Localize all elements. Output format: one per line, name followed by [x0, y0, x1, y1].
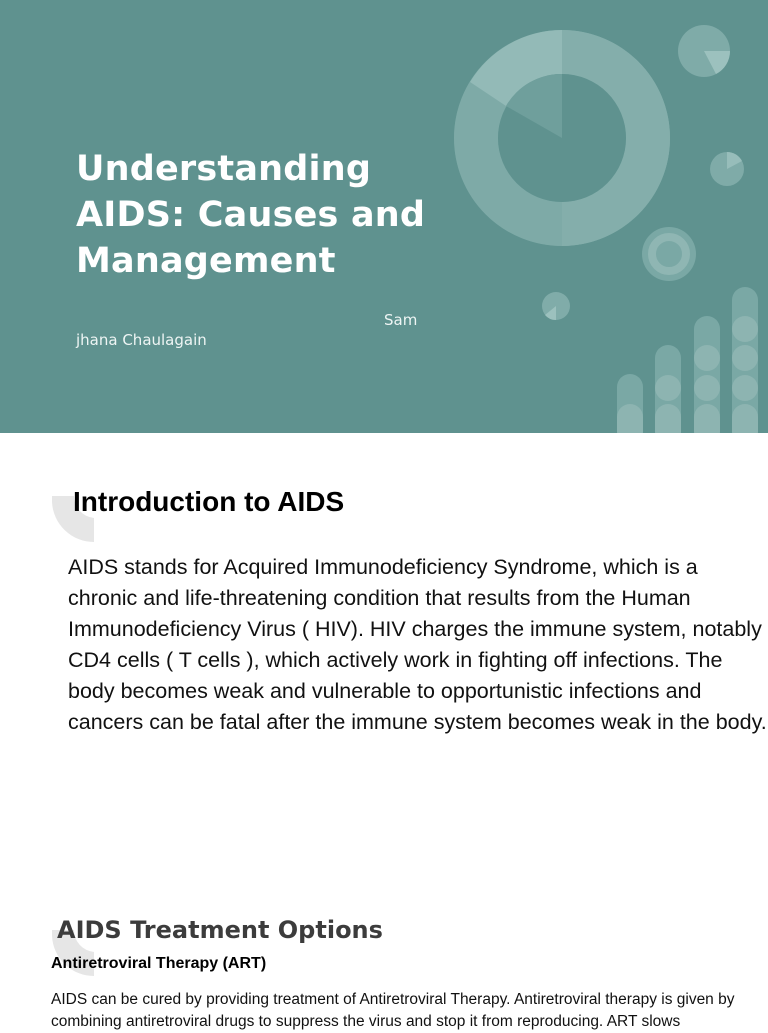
author-name-part1: Sam: [384, 311, 418, 329]
small-pie-decoration: [710, 152, 744, 186]
donut-chart-decoration: [454, 30, 670, 246]
ring-decoration: [642, 227, 696, 281]
treatment-heading: AIDS Treatment Options: [57, 916, 383, 944]
art-subheading: Antiretroviral Therapy (ART): [51, 955, 267, 972]
cover-title: Understanding AIDS: Causes and Management: [76, 149, 426, 281]
author-name-part2: jhana Chaulagain: [76, 331, 207, 349]
intro-body: AIDS stands for Acquired Immunodeficiency Syndrome, which is a chronic and life-threatening condition that results from the Human Immunodeficiency Virus ( HIV). HIV charges the immune system, notably CD4 cells ( T cells ), which actively work in fighting off infections. The body becomes weak and vulnerable to opportunistic infections and cancers can be fatal after the immune system becomes weak in the body.: [68, 555, 767, 734]
small-pie-decoration: [678, 25, 730, 77]
cover-slide: [0, 0, 768, 433]
intro-heading: Introduction to AIDS: [73, 486, 345, 517]
treatment-body: AIDS can be cured by providing treatment of Antiretroviral Therapy. Antiretroviral therapy is given by combining antiretroviral drugs to suppress the virus and stop it from reproducing. ART slows: [51, 991, 735, 1030]
tiny-pie-decoration: [542, 292, 570, 320]
